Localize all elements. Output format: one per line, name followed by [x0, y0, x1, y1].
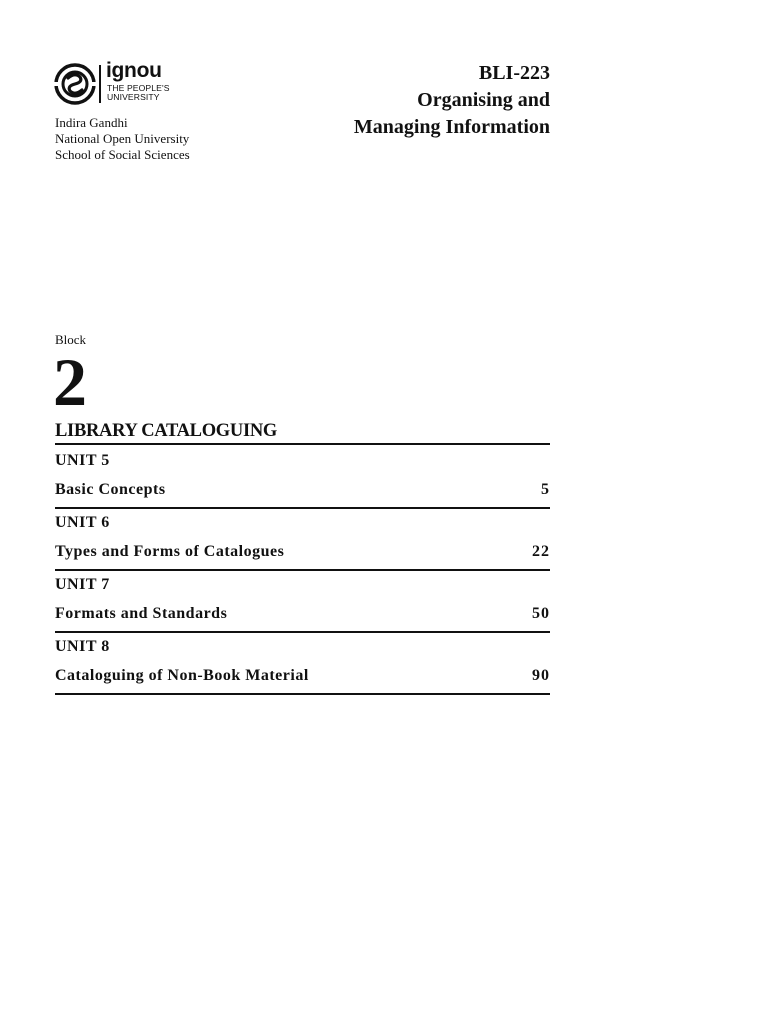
unit-title: Formats and Standards — [55, 605, 228, 622]
unit-title: Basic Concepts — [55, 481, 166, 498]
course-heading — [354, 60, 550, 141]
university-line-1: Indira Gandhi — [55, 115, 128, 130]
ignou-logo — [54, 59, 194, 106]
unit-page-number: 50 — [532, 605, 550, 622]
unit-title: Types and Forms of Catalogues — [55, 543, 285, 560]
logo-tagline-2: UNIVERSITY — [107, 92, 160, 102]
logo-tagline-1: THE PEOPLE'S — [107, 83, 170, 93]
unit-entry[interactable] — [55, 633, 550, 695]
course-code: BLI-223 — [478, 62, 550, 84]
unit-entry[interactable] — [55, 447, 550, 509]
course-title-line-1: Organising and — [417, 89, 550, 111]
unit-label: UNIT 8 — [55, 638, 110, 655]
block-title: LIBRARY CATALOGUING — [55, 420, 550, 445]
university-name — [55, 115, 190, 163]
unit-entry[interactable] — [55, 571, 550, 633]
unit-page-number: 22 — [532, 543, 550, 560]
logo-divider — [99, 65, 101, 103]
unit-title: Cataloguing of Non-Book Material — [55, 667, 309, 684]
units-list — [55, 447, 550, 695]
logo-wordmark: ignou — [106, 59, 162, 82]
block-label: Block — [55, 332, 87, 347]
ignou-emblem-icon — [54, 62, 96, 106]
university-line-3: School of Social Sciences — [55, 147, 190, 162]
unit-entry[interactable] — [55, 509, 550, 571]
course-title-line-2: Managing Information — [353, 116, 550, 138]
block-number: 2 — [53, 344, 87, 420]
unit-label: UNIT 5 — [55, 452, 110, 469]
unit-page-number: 5 — [541, 481, 550, 498]
unit-label: UNIT 6 — [55, 514, 110, 531]
unit-page-number: 90 — [532, 667, 550, 684]
university-line-2: National Open University — [55, 131, 190, 146]
unit-label: UNIT 7 — [55, 576, 110, 593]
